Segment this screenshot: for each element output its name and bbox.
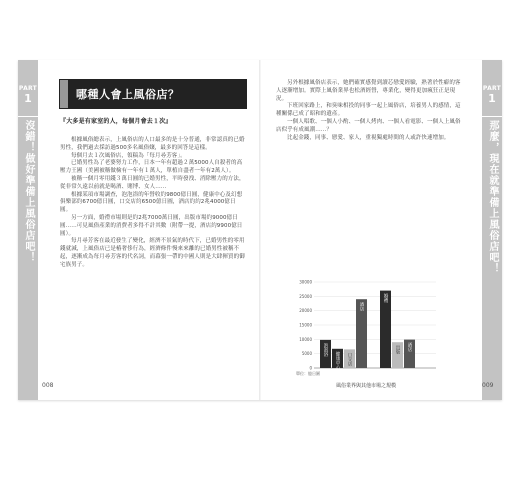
right-paragraph: 比起金錢，同事、戀愛、家人，重視獨處時間的人或許快速增加。 [287,134,450,141]
section-subtitle: 『大多是有家室的人，每個月會去１次』 [60,118,172,125]
y-tick-label: 25000 [299,293,312,299]
right-part-number: 1 [488,92,496,105]
market-size-chart [290,278,442,388]
y-tick-label: 15000 [299,322,312,328]
right-page-number: 009 [482,382,494,389]
y-tick-label: 0 [309,365,312,371]
left-paragraph: 根據某項市場調查，泡泡浴的年營收約9800億日圓，健康中心及幻想俱樂部約6700億日圓，口交店約6500億日圓，酒店約約2兆4000億日圓。 [60,191,243,214]
bar-category-label: 口交店 [347,352,352,366]
left-part-word: PART [18,85,38,92]
right-paragraph: 一個人唱歌、一個人小酌、一個人烤肉、一個人看電影、一個人上風俗店似乎有成風潮……？ [276,118,461,133]
bar-category-label: 酒店 [407,342,412,352]
left-part-marker [18,82,38,117]
bar-category-label: 婚禮 [383,293,388,303]
left-paragraph: 每個月去１次風俗店，領稿為「每月尋芳客」。 [71,152,186,159]
y-tick-label: 30000 [299,279,312,285]
y-tick-label: 20000 [299,308,312,314]
left-chapter-title: 沒錯！做好準備上風俗店吧！ [23,120,34,263]
left-paragraph: 每月尋芳客在最近發生了變化，經濟不景氣的時代下，已婚男性的零用錢就減，上風俗店已是樁奢侈行為，經濟條件慢來來離的已婚男性被稱不起，逐漸成為每月尋芳客的代名詞，而幕張一帶的中國人則是大肆揮買的御宅族男子。 [60,238,245,268]
y-tick-label: 10000 [299,336,312,342]
right-part-word: PART [482,85,502,92]
right-paragraph: 下班回家路上，和臭味相投的同事一起上風俗店，培養男人的感情，這種關係已成了昭和的遺產。 [276,103,461,118]
left-page-number: 008 [42,382,54,389]
chart-canvas [290,278,442,378]
book-gutter [259,60,261,400]
bar-category-label: 泡泡浴 [323,342,328,357]
right-chapter-tab [482,60,502,400]
chart-unit-label: 單位：億日圓 [296,371,320,376]
bar-category-label: 出版 [395,345,400,355]
y-tick-label: 5000 [301,351,312,357]
left-chapter-tab [18,60,38,400]
right-page-body [276,80,462,142]
book-spread [18,60,502,400]
right-chapter-title: 那麼，現在就準備上風俗店吧！ [487,120,498,274]
section-heading: 哪種人會上風俗店？ [60,80,246,108]
left-paragraph: 已婚男性為了老婆努力工作，日本一年有超過２萬5000人自殺者的高壓力王國（美國被稱做檢有一年有１萬人，單植自盡者一年有2萬人）。 [60,160,243,175]
right-part-marker [482,82,502,117]
left-paragraph: 另一方面，婚禮市場則是約2兆7000萬日圓，出版市場約9000億日圓……可見風俗產業的消費者多得不計其數（附帶一提，酒店約9900億日圓）。 [60,214,243,237]
left-paragraph: 根據風俗總表示，上風俗店的人口最多的是十分普通，非常認真的已婚男性，我們過去採訪過500多名風俗嬢，最多的回答是這樣。 [60,137,245,151]
left-part-number: 1 [24,92,32,105]
bar-category-label: 酒店 [359,302,364,312]
chart-title: 風俗業界與其他市場之規模 [335,383,396,389]
left-paragraph: 被稱一個月零用錢３萬日圓的已婚男性，平時發洩、消除壓力的方法，從非常久遠以前就是喝酒、賭博、女人…… [60,175,245,190]
left-page-body [60,80,246,270]
right-paragraph: 另外根據風俗店表示，她們確實感覺到讀芯戀愛經驗，熟著於性癖的客人逐漸增加。實際上風俗業界也松酒經營，專業化，變得更加瘋狂正是現況。 [276,80,461,102]
bar-category-label: 健康中心 [335,351,340,370]
